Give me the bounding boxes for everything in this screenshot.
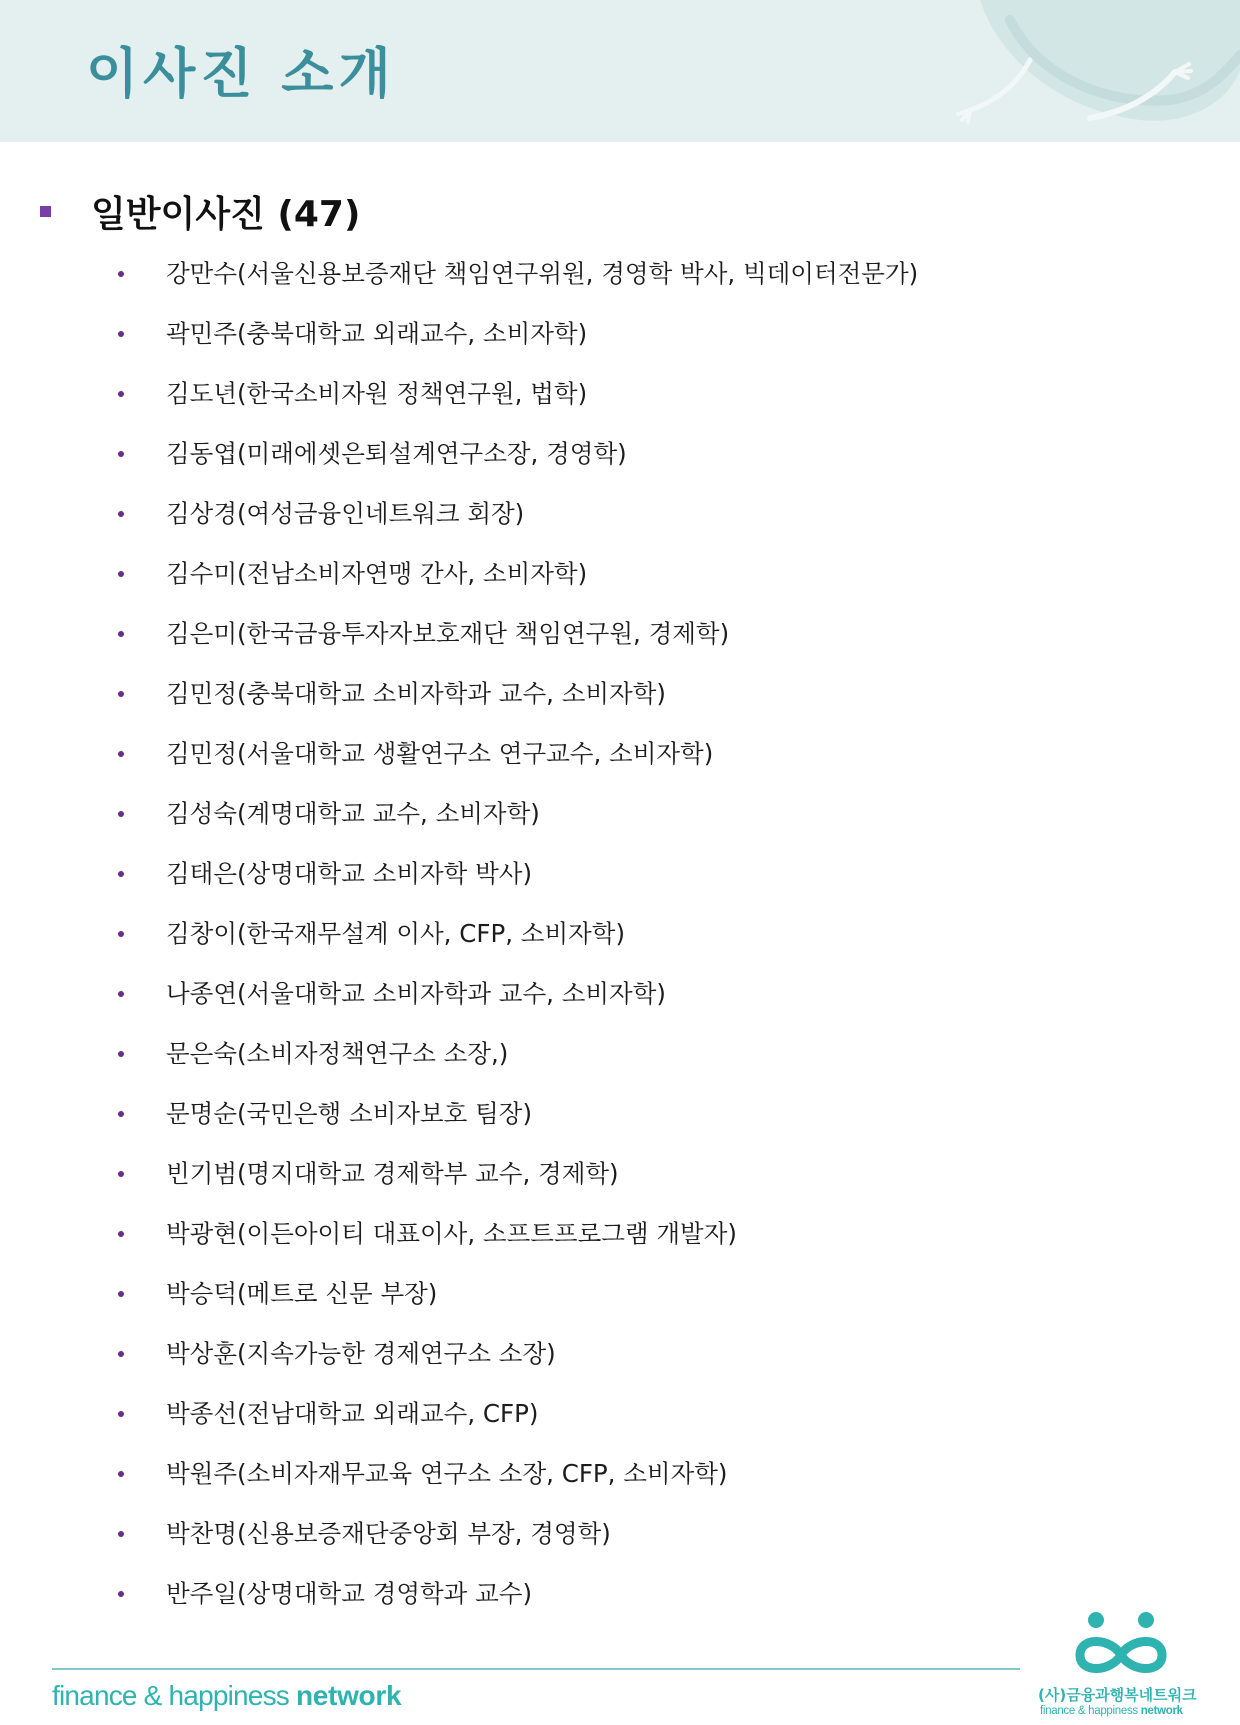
bullet-icon (118, 1231, 124, 1237)
org-logo (1030, 1610, 1230, 1720)
list-item (118, 1098, 918, 1158)
bullet-icon (118, 1291, 124, 1297)
list-item (118, 318, 918, 378)
bullet-icon (118, 391, 124, 397)
director-entry: 문명순(국민은행 소비자보호 팀장) (166, 1099, 533, 1128)
bullet-icon (118, 1111, 124, 1117)
director-entry: 나종연(서울대학교 소비자학과 교수, 소비자학) (166, 979, 666, 1008)
list-item (118, 918, 918, 978)
director-entry: 김성숙(계명대학교 교수, 소비자학) (166, 799, 540, 828)
bullet-icon (118, 931, 124, 937)
list-item (118, 738, 918, 798)
infinity-people-logo-icon (1066, 1610, 1176, 1680)
list-item (118, 1458, 918, 1518)
bullet-icon (118, 1051, 124, 1057)
director-entry: 김상경(여성금융인네트워크 회장) (166, 499, 525, 528)
director-list (118, 258, 918, 1638)
bullet-icon (118, 1471, 124, 1477)
list-item (118, 858, 918, 918)
list-item (118, 1398, 918, 1458)
bullet-icon (118, 631, 124, 637)
org-name: (사)금융과행복네트워크 (1038, 1686, 1197, 1704)
bullet-icon (118, 331, 124, 337)
list-item (118, 1338, 918, 1398)
director-entry: 반주일(상명대학교 경영학과 교수) (166, 1579, 533, 1608)
list-item (118, 1578, 918, 1638)
director-entry: 김창이(한국재무설계 이사, CFP, 소비자학) (166, 919, 626, 948)
list-item (118, 1518, 918, 1578)
bullet-icon (118, 811, 124, 817)
list-item (118, 978, 918, 1038)
bullet-icon (118, 991, 124, 997)
director-entry: 김동엽(미래에셋은퇴설계연구소장, 경영학) (166, 439, 627, 468)
page-title: 이사진 소개 (86, 42, 396, 105)
director-entry: 박찬명(신용보증재단중앙회 부장, 경영학) (166, 1519, 611, 1548)
list-item (118, 258, 918, 318)
bullet-icon (118, 271, 124, 277)
list-item (118, 378, 918, 438)
director-entry: 곽민주(충북대학교 외래교수, 소비자학) (166, 319, 588, 348)
org-subtitle (1040, 1705, 1183, 1717)
director-entry: 박종선(전남대학교 외래교수, CFP) (166, 1399, 539, 1428)
director-entry: 김민정(충북대학교 소비자학과 교수, 소비자학) (166, 679, 666, 708)
bullet-icon (118, 1411, 124, 1417)
director-entry: 강만수(서울신용보증재단 책임연구위원, 경영학 박사, 빅데이터전문가) (166, 259, 919, 288)
bullet-icon (118, 451, 124, 457)
director-entry: 김은미(한국금융투자자보호재단 책임연구원, 경제학) (166, 619, 730, 648)
org-subtitle-bold: network (1140, 1705, 1183, 1717)
bullet-icon (118, 871, 124, 877)
list-item (118, 438, 918, 498)
hug-illustration-icon (940, 0, 1240, 142)
bullet-icon (118, 571, 124, 577)
director-entry: 김수미(전남소비자연맹 간사, 소비자학) (166, 559, 588, 588)
director-entry: 박원주(소비자재무교육 연구소 소장, CFP, 소비자학) (166, 1459, 728, 1488)
bullet-icon (118, 1591, 124, 1597)
section-heading: 일반이사진 (47) (91, 194, 361, 235)
bullet-icon (118, 1531, 124, 1537)
bullet-icon (118, 511, 124, 517)
footer-tagline (52, 1680, 401, 1712)
footer-divider (52, 1668, 1020, 1670)
list-item (118, 1038, 918, 1098)
list-item (118, 558, 918, 618)
bullet-icon (118, 751, 124, 757)
director-entry: 박승덕(메트로 신문 부장) (166, 1279, 438, 1308)
list-item (118, 1218, 918, 1278)
header-band (0, 0, 1240, 142)
bullet-icon (118, 691, 124, 697)
footer-tagline-regular: finance & happiness (52, 1680, 296, 1711)
director-entry: 김민정(서울대학교 생활연구소 연구교수, 소비자학) (166, 739, 714, 768)
director-entry: 김도년(한국소비자원 정책연구원, 법학) (166, 379, 588, 408)
footer-tagline-bold: network (295, 1680, 402, 1711)
org-subtitle-regular: finance & happiness (1040, 1705, 1141, 1717)
list-item (118, 498, 918, 558)
director-entry: 빈기범(명지대학교 경제학부 교수, 경제학) (166, 1159, 619, 1188)
director-entry: 박광현(이든아이티 대표이사, 소프트프로그램 개발자) (166, 1219, 737, 1248)
director-entry: 박상훈(지속가능한 경제연구소 소장) (166, 1339, 556, 1368)
director-entry: 김태은(상명대학교 소비자학 박사) (166, 859, 533, 888)
list-item (118, 618, 918, 678)
section-header (40, 186, 360, 237)
bullet-icon (118, 1351, 124, 1357)
director-entry: 문은숙(소비자정책연구소 소장,) (166, 1039, 509, 1068)
list-item (118, 798, 918, 858)
list-item (118, 1278, 918, 1338)
list-item (118, 1158, 918, 1218)
list-item (118, 678, 918, 738)
section-bullet-icon (40, 206, 51, 217)
bullet-icon (118, 1171, 124, 1177)
